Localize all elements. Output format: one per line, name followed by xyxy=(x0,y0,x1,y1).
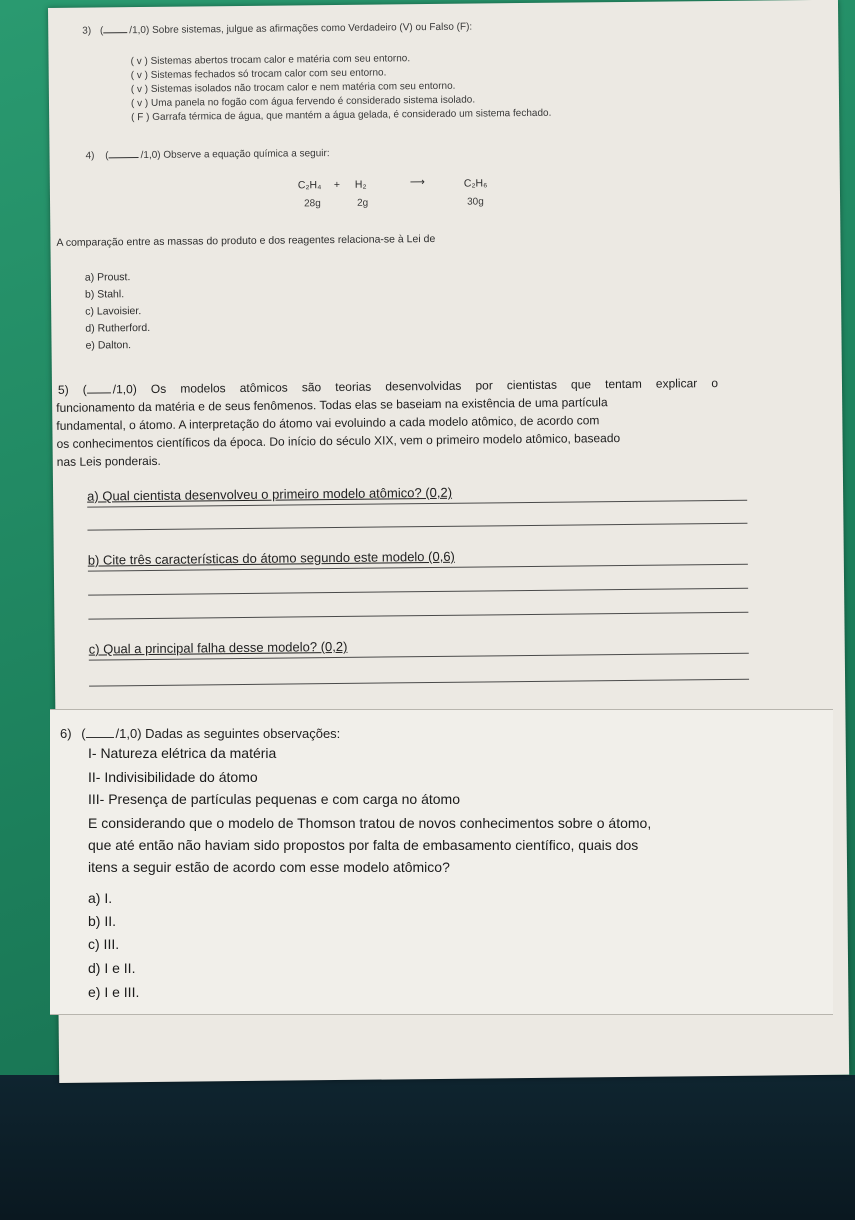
q3-score-blank[interactable] xyxy=(103,32,127,33)
q4-number: 4) xyxy=(85,150,95,162)
answer-line[interactable] xyxy=(87,523,747,531)
eq-arrow: ⟶ xyxy=(409,176,425,189)
q4-score-blank[interactable] xyxy=(109,157,139,158)
q6-option[interactable]: c) III. xyxy=(88,936,120,952)
q6-observation: III- Presença de partículas pequenas e com carga no átomo xyxy=(88,791,460,807)
q3-item: ( v ) Uma panela no fogão com água fervendo é considerado sistema isolado. xyxy=(130,94,476,110)
eq-mass3: 30g xyxy=(466,196,484,208)
q6-header: 6) ( /1,0) Dadas as seguintes observações: xyxy=(60,726,341,741)
q4-option[interactable]: c) Lavoisier. xyxy=(85,305,142,318)
q5-score: /1,0) xyxy=(112,382,137,397)
q3-score: /1,0) xyxy=(129,24,150,37)
q3-number: 3) xyxy=(82,25,92,37)
q6-question-line: itens a seguir estão de acordo com esse modelo atômico? xyxy=(88,859,450,875)
eq-mass2: 2g xyxy=(357,197,369,209)
q6-prompt: Dadas as seguintes observações: xyxy=(145,726,341,741)
q6-option[interactable]: b) II. xyxy=(88,913,117,929)
q5-score-blank[interactable] xyxy=(87,392,111,393)
answer-line[interactable] xyxy=(89,679,749,687)
q5-sub-b: b) Cite três características do átomo segundo este modelo (0,6) xyxy=(87,548,455,568)
q6-option[interactable]: d) I e II. xyxy=(88,960,136,976)
q4-option[interactable]: a) Proust. xyxy=(84,271,131,284)
answer-line[interactable] xyxy=(88,612,748,620)
q5-sub-a: a) Qual cientista desenvolveu o primeiro modelo atômico? (0,2) xyxy=(87,484,453,504)
q5-number: 5) xyxy=(57,382,69,397)
q3-item: ( F ) Garrafa térmica de água, que mantém a água gelada, é considerado um sistema fechado. xyxy=(131,107,552,124)
q6-option[interactable]: a) I. xyxy=(88,890,113,906)
q4-score: /1,0) xyxy=(140,149,161,162)
q3-header: 3) ( /1,0) Sobre sistemas, julgue as afirmações como Verdadeiro (V) ou Falso (F): xyxy=(82,21,473,37)
q4-option[interactable]: e) Dalton. xyxy=(85,339,132,352)
eq-plus: + xyxy=(333,178,341,192)
q6-observation: I- Natureza elétrica da matéria xyxy=(88,745,277,761)
eq-product: C₂H₆ xyxy=(463,177,488,190)
q5-text-line: Os modelos atômicos são teorias desenvolvidas por cientistas que tentam explicar o xyxy=(150,376,719,396)
q4-option[interactable]: d) Rutherford. xyxy=(85,321,151,335)
table-edge xyxy=(0,1075,855,1220)
q6-observation: II- Indivisibilidade do átomo xyxy=(88,769,258,785)
q4-option[interactable]: b) Stahl. xyxy=(84,288,125,301)
q5-text-line: nas Leis ponderais. xyxy=(56,453,161,469)
q3-item: ( v ) Sistemas fechados só trocam calor com seu entorno. xyxy=(130,67,387,82)
q6-question-line: que até então não haviam sido propostos por falta de embasamento científico, quais dos xyxy=(88,837,639,853)
q5-text-line: fundamental, o átomo. A interpretação do átomo vai evoluindo a cada modelo atômico, de acordo com xyxy=(56,413,600,433)
q6-score: /1,0) xyxy=(115,726,142,741)
q6-score-blank[interactable] xyxy=(86,737,114,738)
eq-reagent2: H₂ xyxy=(354,178,367,191)
q5-text-line: funcionamento da matéria e de seus fenômenos. Todas elas se baseiam na existência de uma partícula xyxy=(56,395,608,415)
q3-item: ( v ) Sistemas isolados não trocam calor e nem matéria com seu entorno. xyxy=(130,80,456,96)
q4-question: A comparação entre as massas do produto e dos reagentes relaciona-se à Lei de xyxy=(56,232,436,249)
q3-prompt: Sobre sistemas, julgue as afirmações como Verdadeiro (V) ou Falso (F): xyxy=(152,21,473,36)
q3-item: ( v ) Sistemas abertos trocam calor e matéria com seu entorno. xyxy=(130,53,411,68)
q6-number: 6) xyxy=(60,726,72,741)
question-6-block xyxy=(50,709,833,1015)
q6-option[interactable]: e) I e III. xyxy=(88,984,140,1000)
answer-line[interactable] xyxy=(88,588,748,596)
q5-sub-c: c) Qual a principal falha desse modelo? (0,2) xyxy=(88,638,348,657)
eq-reagent1: C₂H₄ xyxy=(297,179,322,192)
eq-mass1: 28g xyxy=(304,198,321,210)
q6-question-line: E considerando que o modelo de Thomson tratou de novos conhecimentos sobre o átomo, xyxy=(88,815,652,831)
q5-text-line: os conhecimentos científicos da época. Do início do século XIX, vem o primeiro modelo atômico, baseado xyxy=(56,431,621,451)
q4-prompt: Observe a equação química a seguir: xyxy=(163,148,330,161)
q5-first-line: 5) ( /1,0) Os modelos atômicos são teorias desenvolvidas por cientistas que tentam explicar o xyxy=(57,376,719,397)
q4-header: 4) ( /1,0) Observe a equação química a seguir: xyxy=(85,148,330,162)
